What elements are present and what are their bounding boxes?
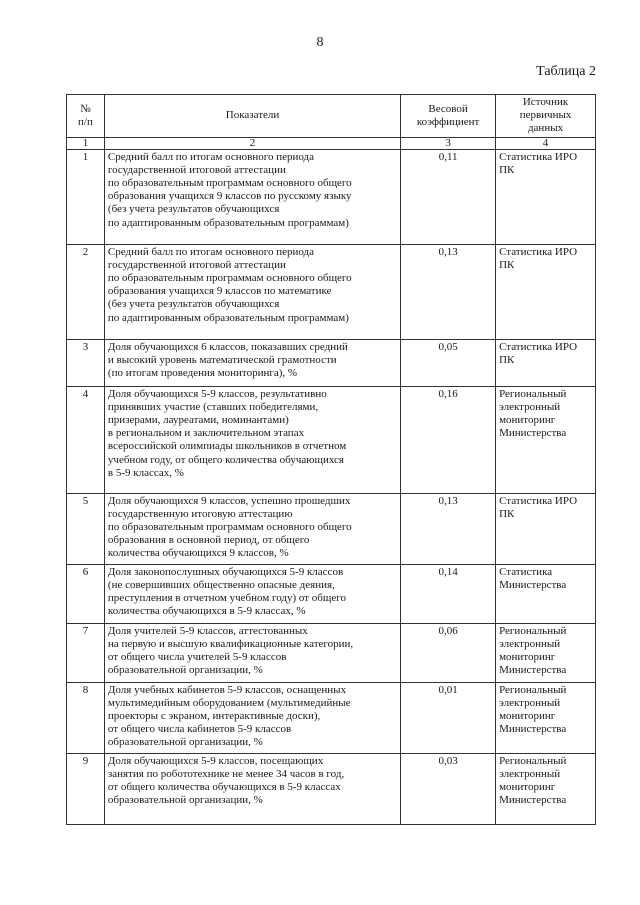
table-row	[67, 493, 596, 564]
row-num: 3	[67, 339, 105, 386]
row-indicator: Доля обучающихся 6 классов, показавших средний и высокий уровень математической грамотности (по итогам проведения мониторинга), %	[104, 339, 400, 386]
table-row	[67, 682, 596, 753]
row-source: Региональный электронный мониторинг Министерства	[496, 623, 596, 682]
row-num: 6	[67, 564, 105, 623]
table-row	[67, 386, 596, 493]
table-row	[67, 149, 596, 244]
row-num: 8	[67, 682, 105, 753]
row-source: Статистика Министерства	[496, 564, 596, 623]
row-num: 9	[67, 753, 105, 824]
row-indicator: Доля учебных кабинетов 5-9 классов, оснащенных мультимедийным оборудованием (мультимедийные проекторы с экраном, интерактивные доски), от общего числа кабинетов 5-9 классов образовательной организации, %	[104, 682, 400, 753]
row-num: 5	[67, 493, 105, 564]
row-indicator: Средний балл по итогам основного периода государственной итоговой аттестации по образовательным программам основного общего образования учащихся 9 классов по русскому языку (без учета результатов обучающихся по адаптированным образовательным программам)	[104, 149, 400, 244]
row-indicator: Доля учителей 5-9 классов, аттестованных на первую и высшую квалификационные категории, от общего числа учителей 5-9 классов образовательной организации, %	[104, 623, 400, 682]
column-number: 1	[67, 137, 105, 149]
row-source: Региональный электронный мониторинг Министерства	[496, 753, 596, 824]
row-weight: 0,03	[401, 753, 496, 824]
column-number-row	[67, 137, 596, 149]
row-weight: 0,14	[401, 564, 496, 623]
row-indicator: Доля обучающихся 5-9 классов, посещающих занятия по робототехнике не менее 34 часов в год, от общего количества обучающихся в 5-9 классах образовательной организации, %	[104, 753, 400, 824]
table-row	[67, 564, 596, 623]
row-num: 7	[67, 623, 105, 682]
row-indicator: Доля законопослушных обучающихся 5-9 классов (не совершивших общественно опасные деяния, преступления в отчетном учебном году) от общего количества обучающихся в 5-9 классах, %	[104, 564, 400, 623]
row-source: Региональный электронный мониторинг Министерства	[496, 682, 596, 753]
row-source: Статистика ИРО ПК	[496, 339, 596, 386]
table-row	[67, 623, 596, 682]
row-num: 1	[67, 149, 105, 244]
row-weight: 0,05	[401, 339, 496, 386]
header-num: № п/п	[67, 95, 105, 138]
row-weight: 0,13	[401, 244, 496, 339]
row-weight: 0,13	[401, 493, 496, 564]
row-indicator: Средний балл по итогам основного периода государственной итоговой аттестации по образовательным программам основного общего образования учащихся 9 классов по математике (без учета результатов обучающихся по адаптированным образовательным программам)	[104, 244, 400, 339]
header-weight: Весовой коэффициент	[401, 95, 496, 138]
column-number: 3	[401, 137, 496, 149]
header-source: Источник первичных данных	[496, 95, 596, 138]
table-row	[67, 753, 596, 824]
row-weight: 0,16	[401, 386, 496, 493]
row-source: Статистика ИРО ПК	[496, 493, 596, 564]
row-source: Региональный электронный мониторинг Министерства	[496, 386, 596, 493]
row-weight: 0,06	[401, 623, 496, 682]
table-row	[67, 244, 596, 339]
row-num: 4	[67, 386, 105, 493]
row-indicator: Доля обучающихся 5-9 классов, результативно принявших участие (ставших победителями, призерами, лауреатами, номинантами) в региональном и заключительном этапах всероссийской олимпиады школьников в отчетном учебном году, от общего количества обучающихся в 5-9 классах, %	[104, 386, 400, 493]
row-source: Статистика ИРО ПК	[496, 149, 596, 244]
table-row	[67, 339, 596, 386]
row-source: Статистика ИРО ПК	[496, 244, 596, 339]
row-weight: 0,11	[401, 149, 496, 244]
row-num: 2	[67, 244, 105, 339]
row-indicator: Доля обучающихся 9 классов, успешно прошедших государственную итоговую аттестацию по образовательным программам основного общего образования в основной период, от общего количества обучающихся 9 классов, %	[104, 493, 400, 564]
indicators-table	[66, 94, 596, 825]
row-weight: 0,01	[401, 682, 496, 753]
header-indicators: Показатели	[104, 95, 400, 138]
table-caption: Таблица 2	[536, 64, 596, 79]
table-header-row	[67, 95, 596, 138]
page-number: 8	[316, 35, 324, 50]
column-number: 4	[496, 137, 596, 149]
column-number: 2	[104, 137, 400, 149]
